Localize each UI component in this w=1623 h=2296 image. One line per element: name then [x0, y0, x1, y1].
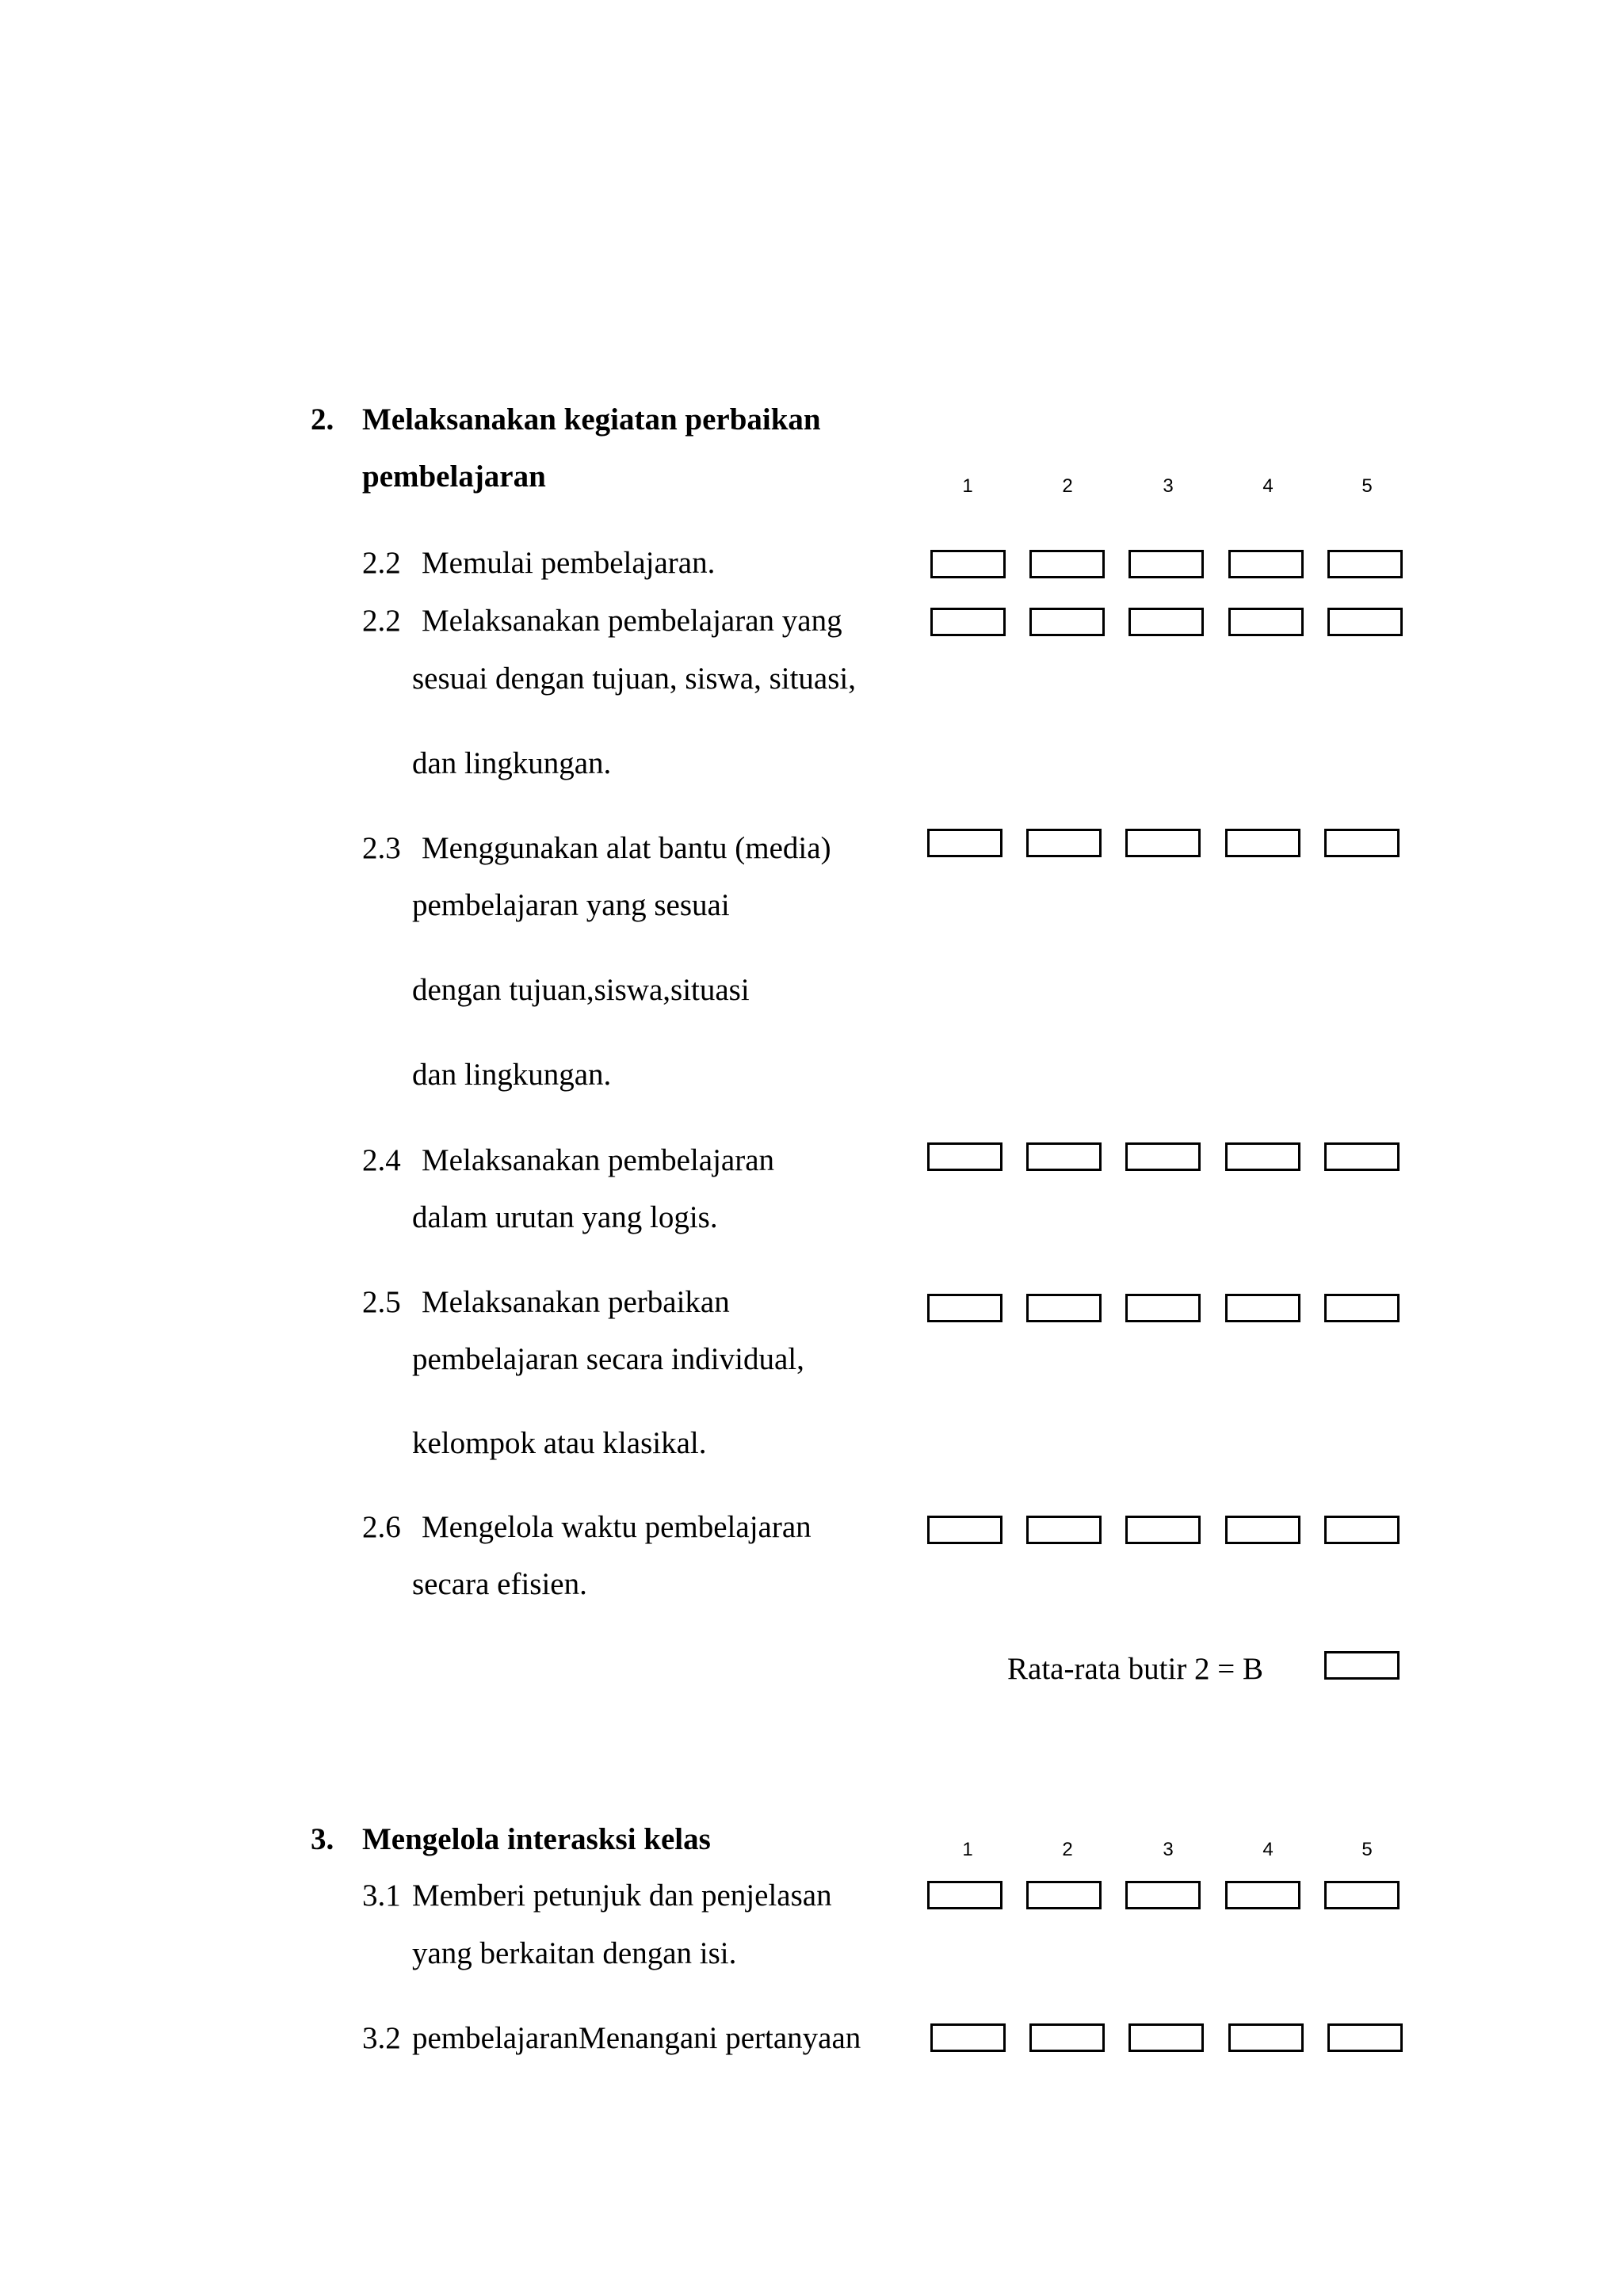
- item-code: 2.4: [362, 1143, 401, 1177]
- scale-label-3: 3: [1163, 475, 1174, 497]
- rating-checkbox[interactable]: [930, 2023, 1006, 2052]
- item-text: pembelajaran yang sesuai: [412, 888, 730, 922]
- scale-label-2: 2: [1062, 1839, 1073, 1860]
- rating-checkbox[interactable]: [1327, 2023, 1403, 2052]
- rating-checkbox[interactable]: [927, 1516, 1002, 1544]
- rating-checkbox[interactable]: [1324, 1142, 1400, 1171]
- rating-checkbox[interactable]: [1125, 1881, 1201, 1909]
- item-code: 2.5: [362, 1285, 401, 1319]
- scale-label-5: 5: [1361, 475, 1373, 497]
- scale-label-1: 1: [962, 475, 973, 497]
- item-code: 2.3: [362, 831, 401, 865]
- item-text: secara efisien.: [412, 1567, 587, 1601]
- item-code: 2.2: [362, 604, 401, 638]
- item-code: 2.2: [362, 546, 401, 580]
- rating-checkbox[interactable]: [1228, 2023, 1304, 2052]
- item-code: 2.6: [362, 1510, 401, 1544]
- rating-checkbox[interactable]: [1029, 2023, 1105, 2052]
- rating-checkbox[interactable]: [1026, 829, 1102, 857]
- rating-checkbox[interactable]: [1125, 1142, 1201, 1171]
- rating-checkbox[interactable]: [1026, 1294, 1102, 1322]
- rating-checkbox[interactable]: [1327, 550, 1403, 578]
- rating-checkbox[interactable]: [1125, 1516, 1201, 1544]
- item-text: pembelajaranMenangani pertanyaan: [412, 2021, 861, 2055]
- scale-label-4: 4: [1262, 1839, 1274, 1860]
- rating-checkbox[interactable]: [1324, 1294, 1400, 1322]
- item-text: yang berkaitan dengan isi.: [412, 1936, 737, 1970]
- rating-checkbox[interactable]: [1029, 608, 1105, 636]
- rating-checkbox[interactable]: [1125, 829, 1201, 857]
- item-text: kelompok atau klasikal.: [412, 1426, 707, 1460]
- item-text: Menggunakan alat bantu (media): [422, 831, 831, 865]
- scale-label-1: 1: [962, 1839, 973, 1860]
- item-text: dan lingkungan.: [412, 1058, 612, 1092]
- section-3-number: 3.: [311, 1822, 334, 1856]
- section-2-title-line1: Melaksanakan kegiatan perbaikan: [362, 402, 821, 437]
- rating-checkbox[interactable]: [930, 608, 1006, 636]
- scale-label-3: 3: [1163, 1839, 1174, 1860]
- scale-label-5: 5: [1361, 1839, 1373, 1860]
- item-text: Mengelola waktu pembelajaran: [422, 1510, 812, 1544]
- rating-checkbox[interactable]: [1225, 1516, 1300, 1544]
- item-text: Melaksanakan pembelajaran yang: [422, 604, 842, 638]
- item-text: Memberi petunjuk dan penjelasan: [412, 1878, 832, 1913]
- rating-checkbox[interactable]: [927, 1142, 1002, 1171]
- rating-checkbox[interactable]: [1225, 1142, 1300, 1171]
- item-text: Melaksanakan perbaikan: [422, 1285, 730, 1319]
- section-2-number: 2.: [311, 402, 334, 437]
- scale-label-4: 4: [1262, 475, 1274, 497]
- item-text: Memulai pembelajaran.: [422, 546, 716, 580]
- item-text: Melaksanakan pembelajaran: [422, 1143, 775, 1177]
- rating-checkbox[interactable]: [1324, 829, 1400, 857]
- rating-checkbox[interactable]: [1128, 550, 1204, 578]
- average-label: Rata-rata butir 2 = B: [1007, 1652, 1264, 1686]
- item-text: dengan tujuan,siswa,situasi: [412, 973, 750, 1007]
- rating-checkbox[interactable]: [1225, 829, 1300, 857]
- rating-checkbox[interactable]: [1228, 608, 1304, 636]
- rating-checkbox[interactable]: [1026, 1881, 1102, 1909]
- item-text: pembelajaran secara individual,: [412, 1342, 804, 1376]
- item-text: sesuai dengan tujuan, siswa, situasi,: [412, 662, 856, 696]
- rating-checkbox[interactable]: [1225, 1294, 1300, 1322]
- rating-checkbox[interactable]: [1125, 1294, 1201, 1322]
- rating-checkbox[interactable]: [1128, 608, 1204, 636]
- rating-checkbox[interactable]: [1228, 550, 1304, 578]
- rating-checkbox[interactable]: [927, 1881, 1002, 1909]
- average-score-box[interactable]: [1324, 1651, 1400, 1680]
- rating-checkbox[interactable]: [1026, 1516, 1102, 1544]
- rating-checkbox[interactable]: [1026, 1142, 1102, 1171]
- item-code: 3.2: [362, 2021, 401, 2055]
- rating-checkbox[interactable]: [1029, 550, 1105, 578]
- section-2-title-line2: pembelajaran: [362, 460, 546, 494]
- section-3-title: Mengelola interasksi kelas: [362, 1822, 711, 1856]
- rating-checkbox[interactable]: [1324, 1881, 1400, 1909]
- rating-checkbox[interactable]: [930, 550, 1006, 578]
- rating-checkbox[interactable]: [927, 1294, 1002, 1322]
- item-code: 3.1: [362, 1878, 401, 1913]
- rating-checkbox[interactable]: [1327, 608, 1403, 636]
- scale-label-2: 2: [1062, 475, 1073, 497]
- rating-checkbox[interactable]: [1128, 2023, 1204, 2052]
- rating-checkbox[interactable]: [927, 829, 1002, 857]
- item-text: dan lingkungan.: [412, 746, 612, 780]
- rating-checkbox[interactable]: [1225, 1881, 1300, 1909]
- item-text: dalam urutan yang logis.: [412, 1200, 718, 1234]
- rating-checkbox[interactable]: [1324, 1516, 1400, 1544]
